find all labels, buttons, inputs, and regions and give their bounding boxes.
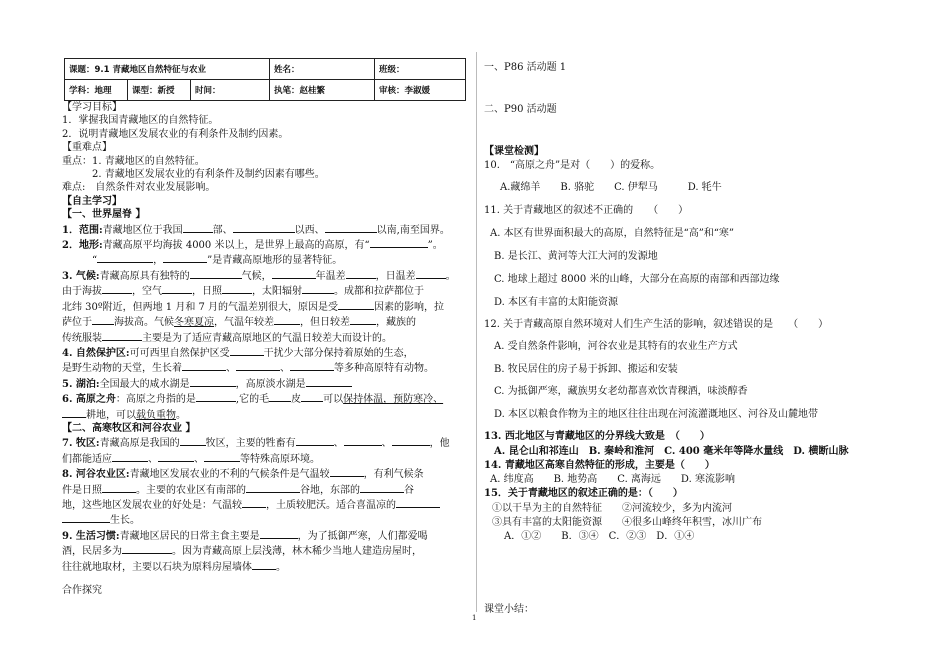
question-15-item-1: ①以干旱为主的自然特征 ②河流较少，多为内流河 (492, 503, 732, 514)
q1-text: 以南,南至国界。 (376, 224, 450, 236)
q2-text: 青藏高原平均海拔 4000 米以上，是世界上最高的高原，有“ (102, 240, 370, 252)
q3-text: 。 (445, 270, 456, 282)
blank[interactable] (62, 512, 110, 523)
q3-text: ，但日较差 (300, 317, 350, 329)
q5-text: ，高原淡水湖是 (235, 378, 306, 390)
key-point-2: 2. 青藏地区发展农业的有利条件及制约因素有哪些。 (92, 169, 325, 181)
blank[interactable] (102, 482, 136, 493)
blank[interactable] (260, 528, 298, 539)
q4-text: 干扰少大部分保持着原始的生态， (263, 347, 414, 359)
header-table (64, 58, 466, 101)
q6-label: 6. 高原之舟 (62, 394, 116, 406)
question-4-line-2 (62, 360, 470, 375)
blank[interactable] (62, 407, 86, 418)
q4-text: 等多种高原特有动物。 (334, 363, 434, 375)
key-heading: 【重难点】 (62, 142, 112, 154)
question-7-line-2 (62, 451, 470, 466)
q2-text: ”是青藏高原地形的显著特征。 (207, 255, 343, 267)
blank[interactable] (274, 314, 300, 325)
question-6 (62, 391, 470, 406)
blank[interactable] (122, 543, 172, 554)
name-cell: 姓名： (270, 59, 375, 80)
question-2-cont (62, 252, 470, 267)
q8-text: ，有利气候条 (363, 469, 424, 481)
blank[interactable] (301, 391, 323, 402)
blank[interactable] (242, 497, 266, 508)
question-11-c: C. 地球上超过 8000 米的山峰，大部分在高原的南部和西部边缘 (494, 274, 780, 285)
q9-text: 酒，民居多为 (62, 546, 122, 558)
q3-text: 青藏高原具有独特的 (99, 270, 190, 282)
goal-2: 2．说明青藏地区发展农业的有利条件及制约因素。 (62, 128, 289, 140)
question-11-d: D. 本区有丰富的太阳能资源 (494, 297, 619, 308)
column-divider (476, 52, 477, 612)
q7-text: 青藏高原是我国的 (99, 438, 180, 450)
blank[interactable] (346, 268, 376, 279)
reviewer-cell: 审核：李淑媛 (375, 80, 466, 101)
activity-2: 二、P90 活动题 (484, 104, 557, 115)
q8-text: 件是日照 (62, 484, 102, 496)
difficulty: 难点: 自然条件对农业发展影响。 (62, 182, 216, 194)
q3-text: 年温差 (315, 270, 346, 282)
blank[interactable] (344, 435, 382, 446)
blank[interactable] (236, 360, 280, 371)
blank[interactable] (370, 237, 428, 248)
blank[interactable] (180, 435, 206, 446)
question-12-b: B. 牧民居住的房子易于拆卸、搬运和安装 (494, 364, 678, 375)
goal-1: 1．掌握我国青藏地区的自然特征。 (62, 115, 219, 127)
q8-text: ，土质较肥沃。适合喜温凉的 (266, 499, 396, 511)
question-11-a: A. 本区有世界面积最大的高原，自然特征是“高”和“寒” (490, 228, 735, 239)
q3-text: ，日照 (192, 286, 222, 298)
q4-text: 是野生动物的天堂，生长着 (62, 363, 182, 375)
question-8-line-3 (62, 497, 470, 512)
question-11: 11. 关于青藏地区的叙述不正确的 （ ） (484, 205, 689, 216)
q2-text: “ (92, 255, 98, 267)
q3-text: 萨位于 (62, 317, 92, 329)
q3-text: ，太阳辐射 (252, 286, 302, 298)
q2-text: ”。 (427, 240, 443, 252)
q2-label: 2．地形: (62, 240, 103, 252)
topic-cell: 课题：9.1 青藏地区自然特征与农业 (65, 59, 270, 80)
left-column (62, 101, 470, 597)
author-cell: 执笔：赵桂繁 (270, 80, 375, 101)
question-1 (62, 222, 470, 237)
blank[interactable] (233, 222, 295, 233)
q7-label: 7. 牧区: (62, 438, 100, 450)
q8-text: 青藏地区发展农业的不利的气候条件是气温较 (129, 469, 330, 481)
q8-text: 谷地，东部的 (300, 484, 360, 496)
q7-text: 牧区，主要的牲畜有 (205, 438, 296, 450)
q3-underlined: 冬寒夏凉 (174, 317, 214, 329)
q5-text: 全国最大的咸水湖是 (99, 378, 190, 390)
question-14-options: A. 纬度高 B. 地势高 C. 离海远 D. 寒流影响 (490, 474, 735, 485)
q3-text: 北纬 30º附近，但两地 1 月和 7 月的气温差别很大，原因是受 (62, 301, 339, 313)
question-14: 14. 青藏地区高寒自然特征的形成，主要是（ ） (484, 460, 715, 471)
q6-text: 耕地，可以 (86, 409, 136, 421)
q3-text: ，气温年较差 (214, 317, 274, 329)
blank[interactable] (183, 222, 213, 233)
q6-underlined: 载负重物 (136, 409, 176, 421)
question-3-line-5 (62, 330, 470, 345)
q4-text: 、 (280, 363, 290, 375)
blank[interactable] (102, 283, 132, 294)
q3-text: ，空气 (132, 286, 162, 298)
blank[interactable] (190, 376, 236, 387)
blank[interactable] (182, 360, 226, 371)
q8-text: 生长。 (110, 515, 140, 527)
blank[interactable] (350, 314, 376, 325)
q6-text: ,它的毛 (235, 394, 270, 406)
q6-text: 可以 (323, 394, 344, 406)
question-12-c: C. 为抵御严寒，藏族男女老幼都喜欢饮青稞酒，味淡醇香 (494, 386, 748, 397)
blank[interactable] (396, 497, 440, 508)
question-10: 10. “高原之舟”是对（ ）的爱称。 (484, 160, 661, 171)
q6-text: 。 (176, 409, 186, 421)
q4-text: 、 (226, 363, 236, 375)
blank[interactable] (302, 283, 334, 294)
section-1-heading: 【一、世界屋脊 】 (62, 209, 146, 221)
question-9 (62, 528, 470, 543)
question-12-a: A. 受自然条件影响，河谷农业是其特有的农业生产方式 (494, 341, 738, 352)
question-3-line-2 (62, 283, 470, 298)
question-8-line-4 (62, 512, 470, 527)
blank[interactable] (360, 482, 404, 493)
q3-text: 。成都和拉萨都位于 (334, 286, 424, 298)
q9-label: 9. 生活习惯: (62, 530, 120, 542)
q2-text: ， (153, 255, 164, 267)
blank[interactable] (392, 435, 430, 446)
subject-cell: 学科：地理 (65, 80, 128, 101)
q3-text: ，藏族的 (376, 317, 416, 329)
self-study-heading: 【自主学习】 (62, 195, 122, 207)
q6-text: ：高原之舟指的是 (115, 394, 196, 406)
goals-heading: 【学习目标】 (62, 102, 122, 113)
q3-text: 因素的影响，拉 (374, 301, 445, 313)
blank[interactable] (306, 376, 352, 387)
question-12: 12. 关于青藏高原自然环境对人们生产生活的影响，叙述错误的是 （ ） (484, 319, 829, 330)
question-8-line-2 (62, 482, 470, 497)
question-13-options: A. 昆仑山和祁连山 B. 秦岭和淮河 C. 400 毫米年等降水量线 D. 横断山脉 (494, 446, 849, 457)
q4-label: 4. 自然保护区: (62, 347, 130, 359)
q3-text: 由于海拔 (62, 286, 102, 298)
check-heading: 【课堂检测】 (484, 146, 544, 157)
blank[interactable] (296, 435, 334, 446)
q9-text: ，为了抵御严寒，人们都爱喝 (297, 530, 428, 542)
q6-underlined: 保持体温，预防寒冷、 (343, 394, 444, 406)
time-cell: 时间： (191, 80, 270, 101)
question-6-line-2 (62, 407, 470, 422)
blank[interactable] (190, 268, 242, 279)
q7-text: 、 (194, 453, 204, 465)
question-12-d: D. 本区以粮食作物为主的地区往往出现在河流灌溉地区、河谷及山麓地带 (494, 409, 819, 420)
blank[interactable] (246, 482, 300, 493)
blank[interactable] (272, 268, 316, 279)
question-8 (62, 466, 470, 481)
q9-text: 。因为青藏高原上层浅薄，林木稀少当地人建造房屋时， (172, 546, 422, 558)
question-9-line-3 (62, 559, 470, 574)
q3-text: 海拔高。气候 (114, 317, 174, 329)
question-3-line-3 (62, 299, 470, 314)
q7-text: 等特殊高原环境。 (240, 453, 320, 465)
q3-text: 气候， (241, 270, 272, 282)
question-15: 15．关于青藏地区的叙述正确的是：（ ） (484, 488, 683, 499)
question-4 (62, 345, 470, 360)
question-10-options: A.藏绵羊 B. 骆驼 C. 伊犁马 D. 牦牛 (500, 182, 722, 193)
q8-label: 8. 河谷农业区: (62, 469, 130, 481)
question-15-options: A．①② B．③④ C．②③ D．①④ (504, 531, 695, 542)
section-2-heading: 【二、高寒牧区和河谷农业 】 (62, 422, 196, 434)
q6-text: 皮 (291, 394, 302, 406)
question-3-line-4 (62, 314, 470, 329)
q9-text: 。 (276, 561, 286, 573)
blank[interactable] (196, 391, 236, 402)
cooperative-inquiry: 合作探究 (62, 585, 102, 596)
key-point-1: 重点：1. 青藏地区的自然特征。 (62, 155, 205, 167)
q3-text: 主要是为了适应青藏高原地区的气温日较差大而设计的。 (142, 332, 392, 344)
q4-text: 可可西里自然保护区受 (129, 347, 230, 359)
blank[interactable] (269, 391, 291, 402)
page-number: 1 (472, 614, 477, 622)
blank[interactable] (158, 451, 194, 462)
blank[interactable] (338, 299, 374, 310)
q7-text: 、 (381, 438, 392, 450)
q7-text: 们都能适应 (62, 453, 112, 465)
class-summary: 课堂小结： (484, 604, 534, 615)
q3-label: 3. 气候: (62, 270, 100, 282)
question-13: 13. 西北地区与青藏地区的分界线大致是 （ ） (484, 431, 710, 442)
class-cell: 班级： (375, 59, 466, 80)
q1-text: 青藏地区位于我国 (102, 224, 183, 236)
q8-text: 。主要的农业区有南部的 (136, 484, 246, 496)
q7-text: 、 (148, 453, 158, 465)
blank[interactable] (92, 314, 114, 325)
q9-text: 往往就地取材，主要以石块为原料房屋墙体 (62, 561, 252, 573)
q3-text: 传统服装 (62, 332, 102, 344)
q1-label: 1．范围: (62, 224, 103, 236)
blank[interactable] (97, 252, 153, 263)
type-cell: 课型：新授 (128, 80, 191, 101)
blank[interactable] (163, 252, 207, 263)
question-3 (62, 268, 470, 283)
blank[interactable] (252, 559, 276, 570)
q8-text: 地，这些地区发展农业的好处是：气温较 (62, 499, 242, 511)
blank[interactable] (290, 360, 334, 371)
q8-text: 谷 (404, 484, 414, 496)
question-15-item-2: ③具有丰富的太阳能资源 ④很多山峰终年积雪，冰川广布 (492, 517, 762, 528)
blank[interactable] (204, 451, 240, 462)
blank[interactable] (162, 283, 192, 294)
q1-text: 部、 (212, 224, 233, 236)
blank[interactable] (325, 222, 377, 233)
q3-text: ，日温差 (375, 270, 416, 282)
blank[interactable] (230, 345, 264, 356)
q1-text: 以西、 (294, 224, 325, 236)
blank[interactable] (416, 268, 446, 279)
question-11-b: B. 是长江、黄河等大江大河的发源地 (494, 251, 658, 262)
question-9-line-2 (62, 543, 470, 558)
activity-1: 一、P86 活动题 1 (484, 62, 567, 73)
blank[interactable] (112, 451, 148, 462)
q7-text: ，他 (429, 438, 450, 450)
blank[interactable] (330, 466, 364, 477)
question-7 (62, 435, 470, 450)
blank[interactable] (102, 330, 142, 341)
blank[interactable] (222, 283, 252, 294)
question-2 (62, 237, 470, 252)
q9-text: 青藏地区居民的日常主食主要是 (119, 530, 260, 542)
q5-label: 5. 湖泊: (62, 378, 100, 390)
question-5 (62, 376, 470, 391)
q7-text: 、 (333, 438, 344, 450)
